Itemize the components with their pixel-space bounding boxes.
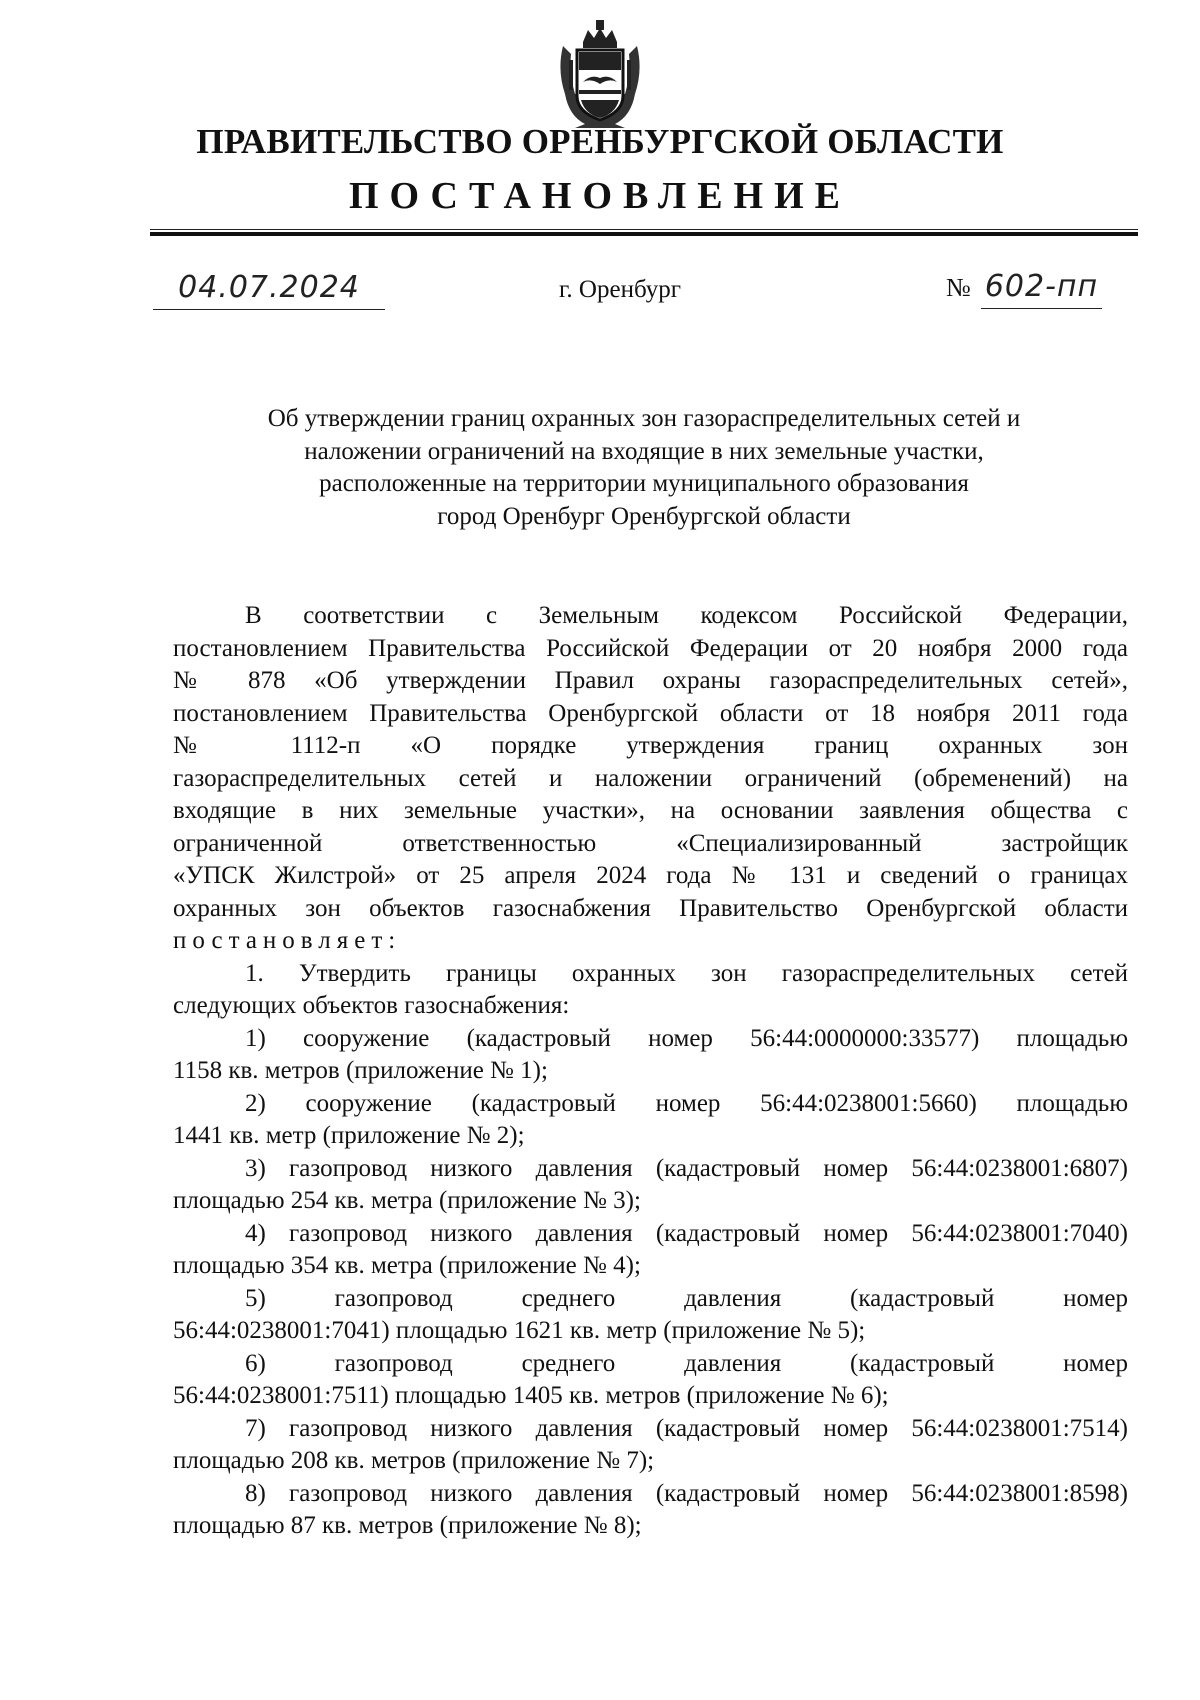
list-item-line: 3) газопровод низкого давления (кадастровый номер 56:44:0238001:6807)	[245, 1154, 1128, 1182]
list-item-line: площадью 254 кв. метра (приложение № 3);	[173, 1187, 641, 1214]
document-body	[173, 600, 1128, 1543]
header-divider-thick	[150, 232, 1138, 236]
document-number-value: 602-пп	[981, 266, 1102, 309]
decree-word: постановляет:	[173, 927, 402, 954]
document-type: ПОСТАНОВЛЕНИЕ	[348, 175, 852, 217]
list-item-line: 7) газопровод низкого давления (кадастровый номер 56:44:0238001:7514)	[245, 1414, 1128, 1442]
document-date	[153, 267, 385, 310]
list-item-line: 8) газопровод низкого давления (кадастровый номер 56:44:0238001:8598)	[245, 1479, 1128, 1507]
clause-1-line: 1. Утвердить границы охранных зон газораспределительных сетей	[245, 959, 1128, 987]
preamble-line: № 878 «Об утверждении Правил охраны газораспределительных сетей»,	[173, 667, 1128, 694]
organization-name: ПРАВИТЕЛЬСТВО ОРЕНБУРГСКОЙ ОБЛАСТИ	[196, 122, 1004, 161]
subject-line: расположенные на территории муниципального образования	[319, 470, 969, 497]
list-item-line: 1441 кв. метр (приложение № 2);	[173, 1122, 525, 1149]
list-item-line: 56:44:0238001:7511) площадью 1405 кв. метров (приложение № 6);	[173, 1382, 889, 1409]
list-item-line: 1158 кв. метров (приложение № 1);	[173, 1057, 548, 1084]
list-item-line: площадью 208 кв. метров (приложение № 7);	[173, 1447, 655, 1474]
list-item-line: 5) газопровод среднего давления (кадастровый номер	[245, 1284, 1128, 1312]
subject-line: город Оренбург Оренбургской области	[437, 502, 851, 530]
preamble-line: ограниченной ответственностью «Специализированный застройщик	[173, 829, 1128, 857]
list-item-line: площадью 87 кв. метров (приложение № 8);	[173, 1512, 642, 1539]
coat-of-arms-icon	[555, 20, 645, 132]
preamble-line: постановлением Правительства Российской Федерации от 20 ноября 2000 года	[173, 634, 1128, 662]
clause-1-line: следующих объектов газоснабжения:	[173, 992, 570, 1019]
document-subject	[150, 403, 1138, 533]
header-divider-thin	[150, 229, 1138, 230]
preamble-line: «УПСК Жилстрой» от 25 апреля 2024 года № 131 и сведений о границах	[173, 862, 1128, 889]
list-item-line: 1) сооружение (кадастровый номер 56:44:0000000:33577) площадью	[245, 1024, 1128, 1052]
list-item-line: 2) сооружение (кадастровый номер 56:44:0238001:5660) площадью	[245, 1089, 1128, 1117]
preamble-line: охранных зон объектов газоснабжения Правительство Оренбургской области	[173, 894, 1128, 922]
subject-line: наложении ограничений на входящие в них земельные участки,	[304, 437, 984, 465]
list-item-line: площадью 354 кв. метра (приложение № 4);	[173, 1252, 641, 1279]
list-item-line: 6) газопровод среднего давления (кадастровый номер	[245, 1349, 1128, 1377]
preamble-line: В соответствии с Земельным кодексом Российской Федерации,	[245, 602, 1128, 629]
document-city: г. Оренбург	[559, 276, 681, 303]
document-date-value: 04.07.2024	[178, 270, 360, 305]
preamble-line: № 1112-п «О порядке утверждения границ охранных зон	[173, 732, 1128, 759]
document-number	[946, 266, 1126, 308]
preamble-line: газораспределительных сетей и наложении ограничений (обременений) на	[173, 764, 1128, 792]
preamble-line: постановлением Правительства Оренбургской области от 18 ноября 2011 года	[173, 699, 1128, 727]
number-sign: №	[946, 273, 971, 302]
subject-line: Об утверждении границ охранных зон газораспределительных сетей и	[267, 405, 1021, 432]
list-item-line: 56:44:0238001:7041) площадью 1621 кв. метр (приложение № 5);	[173, 1317, 866, 1344]
preamble-line: входящие в них земельные участки», на основании заявления общества с	[173, 797, 1128, 824]
list-item-line: 4) газопровод низкого давления (кадастровый номер 56:44:0238001:7040)	[245, 1219, 1128, 1247]
